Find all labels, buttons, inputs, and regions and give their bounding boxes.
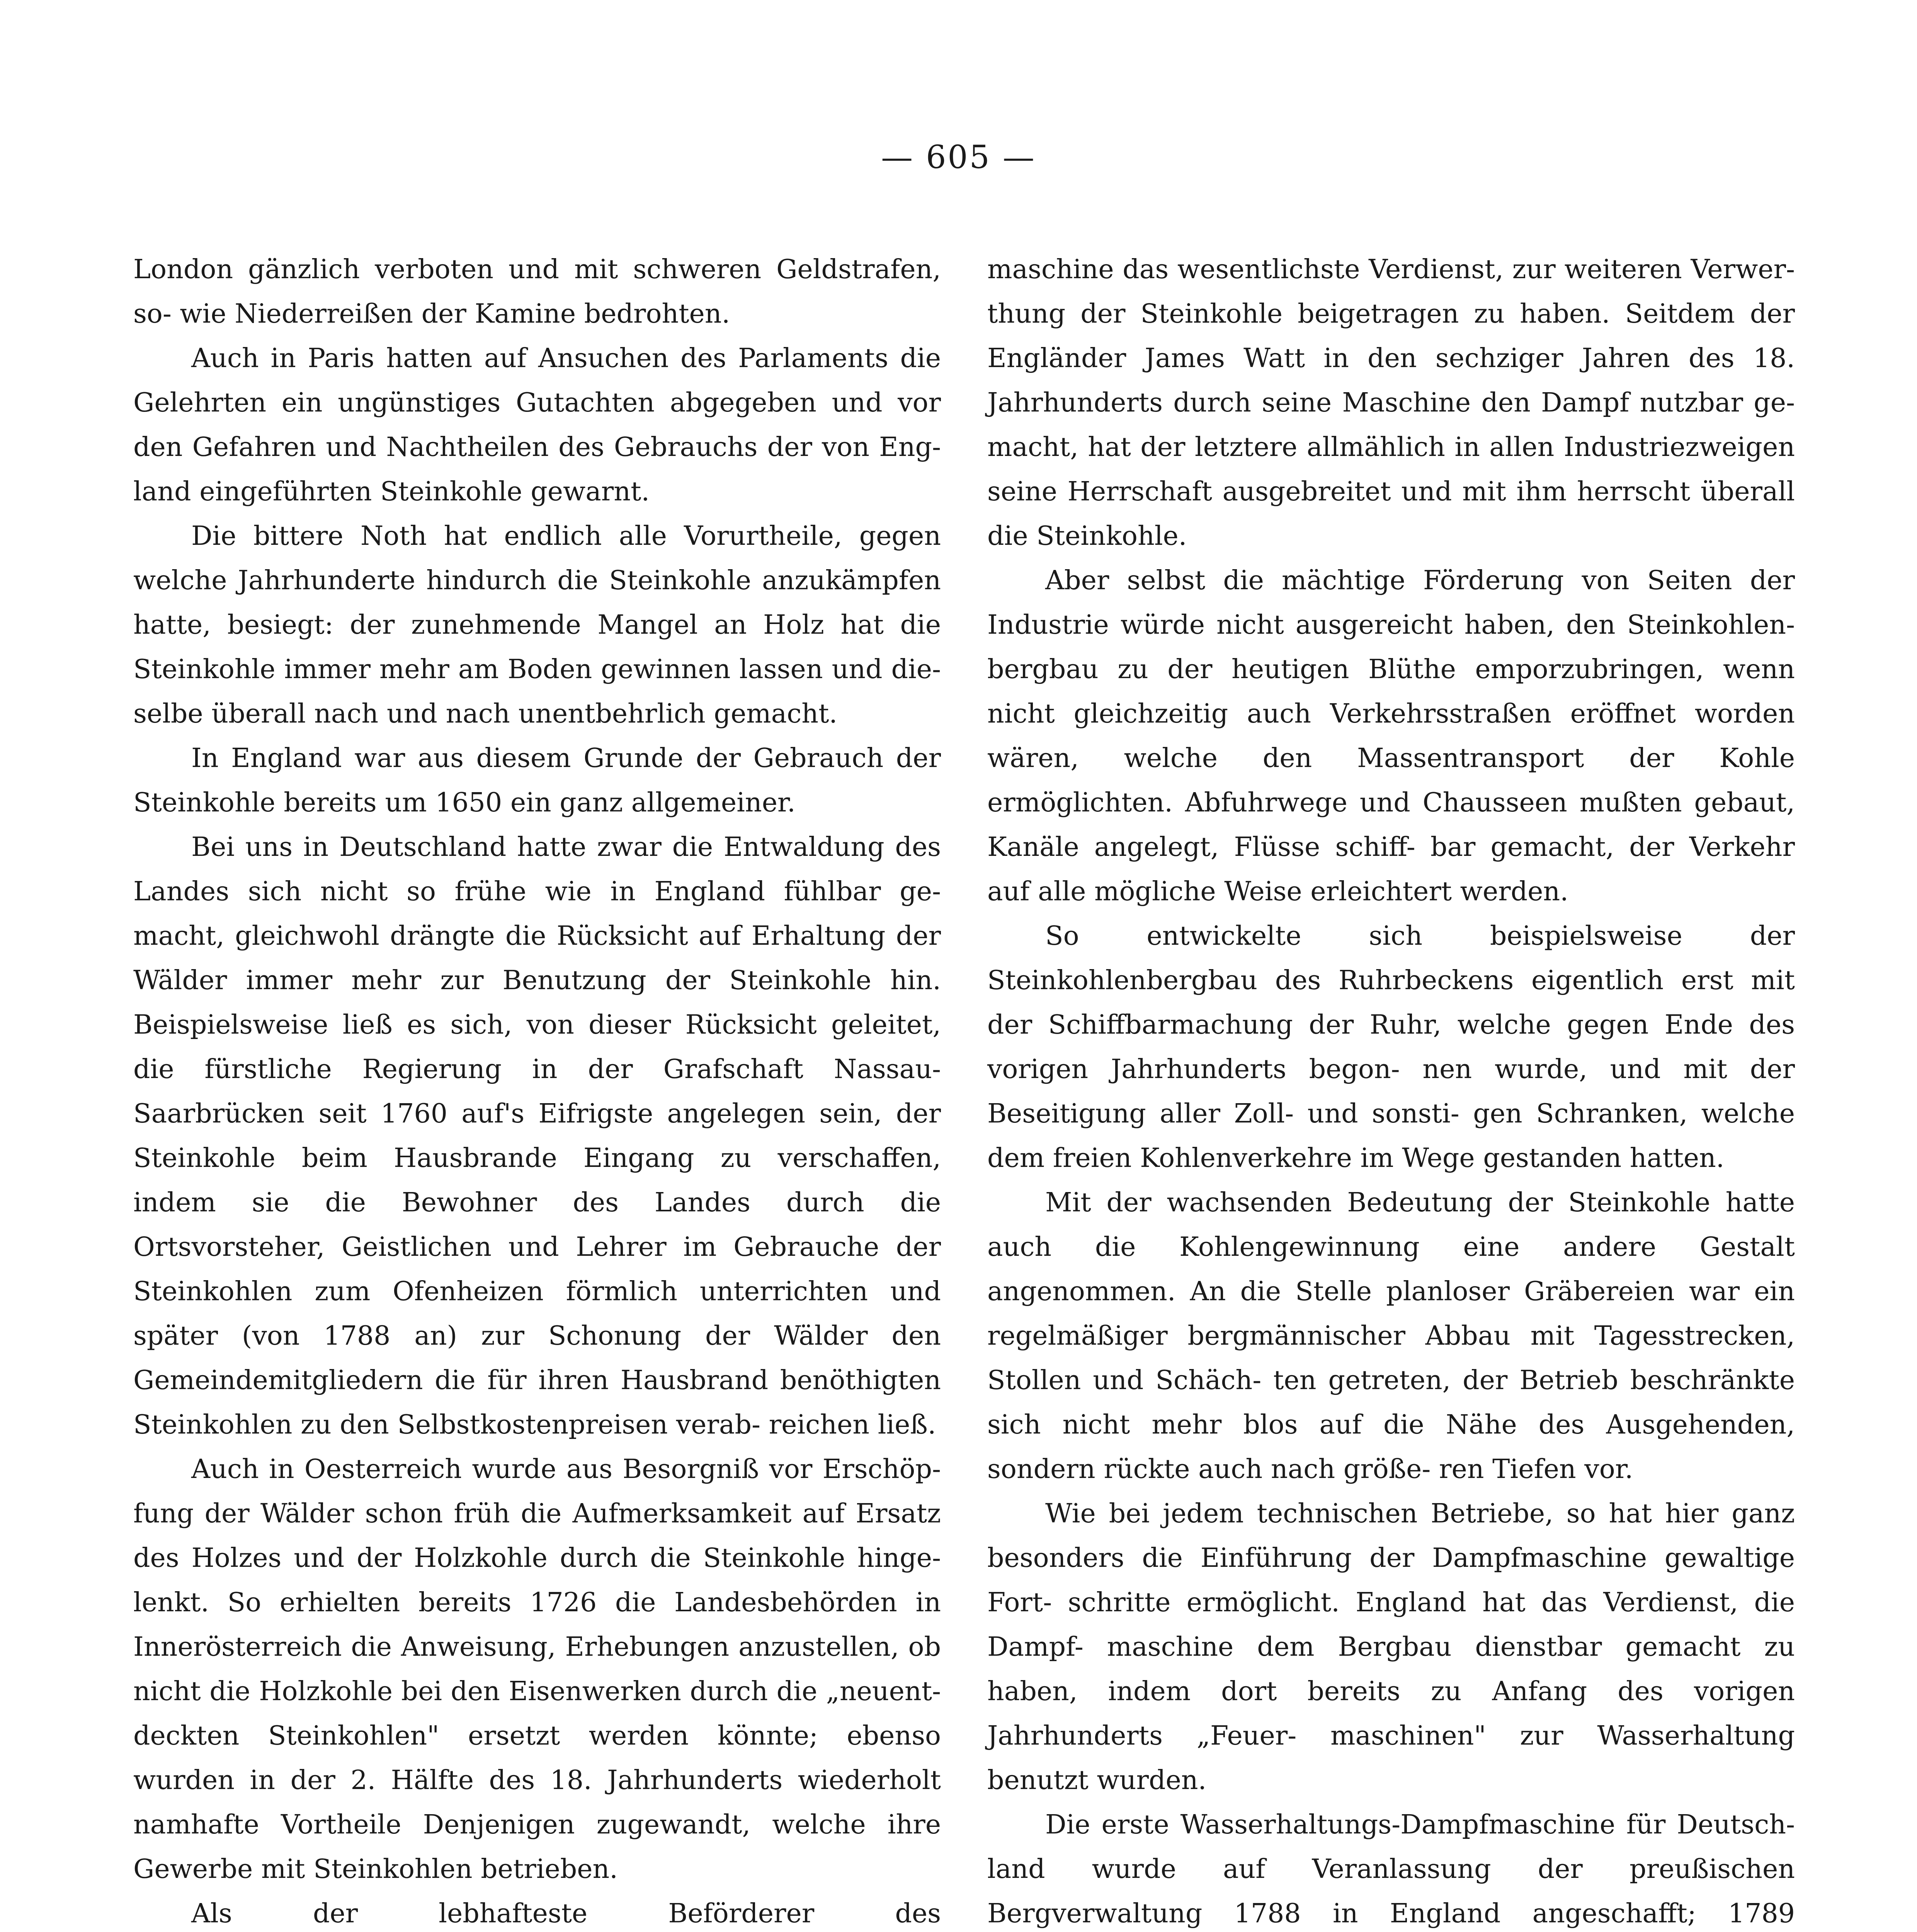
paragraph: In England war aus diesem Grunde der Gebrauch der Steinkohle bereits um 1650 ein ganz allgemeiner. xyxy=(133,743,941,818)
left-column xyxy=(133,247,941,1932)
page-number: — 605 — xyxy=(881,139,1036,176)
paragraph: London gänzlich verboten und mit schweren Geldstrafen, so- wie Niederreißen der Kamine bedrohten. xyxy=(133,254,941,329)
paragraph: Aber selbst die mächtige Förderung von Seiten der Industrie würde nicht ausgereicht haben, den Steinkohlen- bergbau zu der heutigen Blüthe emporzubringen, wenn nicht gleichzeitig auch Verkehrsstraßen eröffnet worden wären, welche den Massentransport der Kohle ermöglichten. Abfuhrwege und Chausseen mußten gebaut, Kanäle angelegt, Flüsse schiff- bar gemacht, der Verkehr auf alle mögliche Weise erleichtert werden. xyxy=(987,565,1795,907)
paragraph: Auch in Paris hatten auf Ansuchen des Parlaments die Gelehrten ein ungünstiges Gutachten abgegeben und vor den Gefahren und Nachtheilen des Gebrauchs der von Eng- land eingeführten Steinkohle gewarnt. xyxy=(133,343,941,507)
paragraph: Als der lebhafteste Beförderer des xyxy=(191,1898,941,1929)
paragraph: Auch in Oesterreich wurde aus Besorgniß vor Erschöp- fung der Wälder schon früh die Aufmerksamkeit auf Ersatz des Holzes und der Holzkohle durch die Steinkohle hinge- lenkt. So erhielten bereits 1726 die Landesbehörden in Innerösterreich die Anweisung, Erhebungen anzustellen, ob nicht die Holzkohle bei den Eisenwerken durch die „neuent- deckten Steinkohlen" ersetzt werden könnte; ebenso wurden in der 2. Hälfte des 18. Jahrhunderts wiederholt namhafte Vortheile Denjenigen zugewandt, welche ihre Gewerbe mit Steinkohlen betrieben. xyxy=(133,1454,941,1884)
paragraph: Die bittere Noth hat endlich alle Vorurtheile, gegen welche Jahrhunderte hindurch die Steinkohle anzukämpfen hatte, besiegt: der zunehmende Mangel an Holz hat die Steinkohle immer mehr am Boden gewinnen lassen und die- selbe überall nach und nach unentbehrlich gemacht. xyxy=(133,521,941,729)
paragraph: Bei uns in Deutschland hatte zwar die Entwaldung des Landes sich nicht so frühe wie in England fühlbar ge- macht, gleichwohl drängte die Rücksicht auf Erhaltung der Wälder immer mehr zur Benutzung der Steinkohle hin. Beispielsweise ließ es sich, von dieser Rücksicht geleitet, die fürstliche Regierung in der Grafschaft Nassau-Saarbrücken seit 1760 auf's Eifrigste angelegen sein, der Steinkohle beim Hausbrande Eingang zu verschaffen, indem sie die Bewohner des Landes durch die Ortsvorsteher, Geistlichen und Lehrer im Gebrauche der Steinkohlen zum Ofenheizen förmlich unterrichten und später (von 1788 an) zur Schonung der Wälder den Gemeindemitgliedern die für ihren Hausbrand benöthigten Steinkohlen zu den Selbstkostenpreisen verab- reichen ließ. xyxy=(133,832,941,1440)
paragraph: Wie bei jedem technischen Betriebe, so hat hier ganz besonders die Einführung der Dampfmaschine gewaltige Fort- schritte ermöglicht. England hat das Verdienst, die Dampf- maschine dem Bergbau dienstbar gemacht zu haben, indem dort bereits zu Anfang des vorigen Jahrhunderts „Feuer- maschinen" zur Wasserhaltung benutzt wurden. xyxy=(987,1498,1795,1796)
paragraph: maschine das wesentlichste Verdienst, zur weiteren Verwer- thung der Steinkohle beigetragen zu haben. Seitdem der Engländer James Watt in den sechziger Jahren des 18. Jahrhunderts durch seine Maschine den Dampf nutzbar ge- macht, hat der letztere allmählich in allen Industriezweigen seine Herrschaft ausgebreitet und mit ihm herrscht überall die Steinkohle. xyxy=(987,254,1795,551)
paragraph: So entwickelte sich beispielsweise der Steinkohlenbergbau des Ruhrbeckens eigentlich erst mit der Schiffbarmachung der Ruhr, welche gegen Ende des vorigen Jahrhunderts begon- nen wurde, und mit der Beseitigung aller Zoll- und sonsti- gen Schranken, welche dem freien Kohlenverkehre im Wege gestanden hatten. xyxy=(987,921,1795,1173)
right-column xyxy=(987,247,1795,1932)
paragraph: Mit der wachsenden Bedeutung der Steinkohle hatte auch die Kohlengewinnung eine andere Gestalt angenommen. An die Stelle planloser Gräbereien war ein regelmäßiger bergmännischer Abbau mit Tagesstrecken, Stollen und Schäch- ten getreten, der Betrieb beschränkte sich nicht mehr blos auf die Nähe des Ausgehenden, sondern rückte auch nach größe- ren Tiefen vor. xyxy=(987,1187,1795,1485)
paragraph: Die erste Wasserhaltungs-Dampfmaschine für Deutsch- land wurde auf Veranlassung der preußischen Bergverwaltung 1788 in England angeschafft; 1789 xyxy=(987,1810,1795,1929)
